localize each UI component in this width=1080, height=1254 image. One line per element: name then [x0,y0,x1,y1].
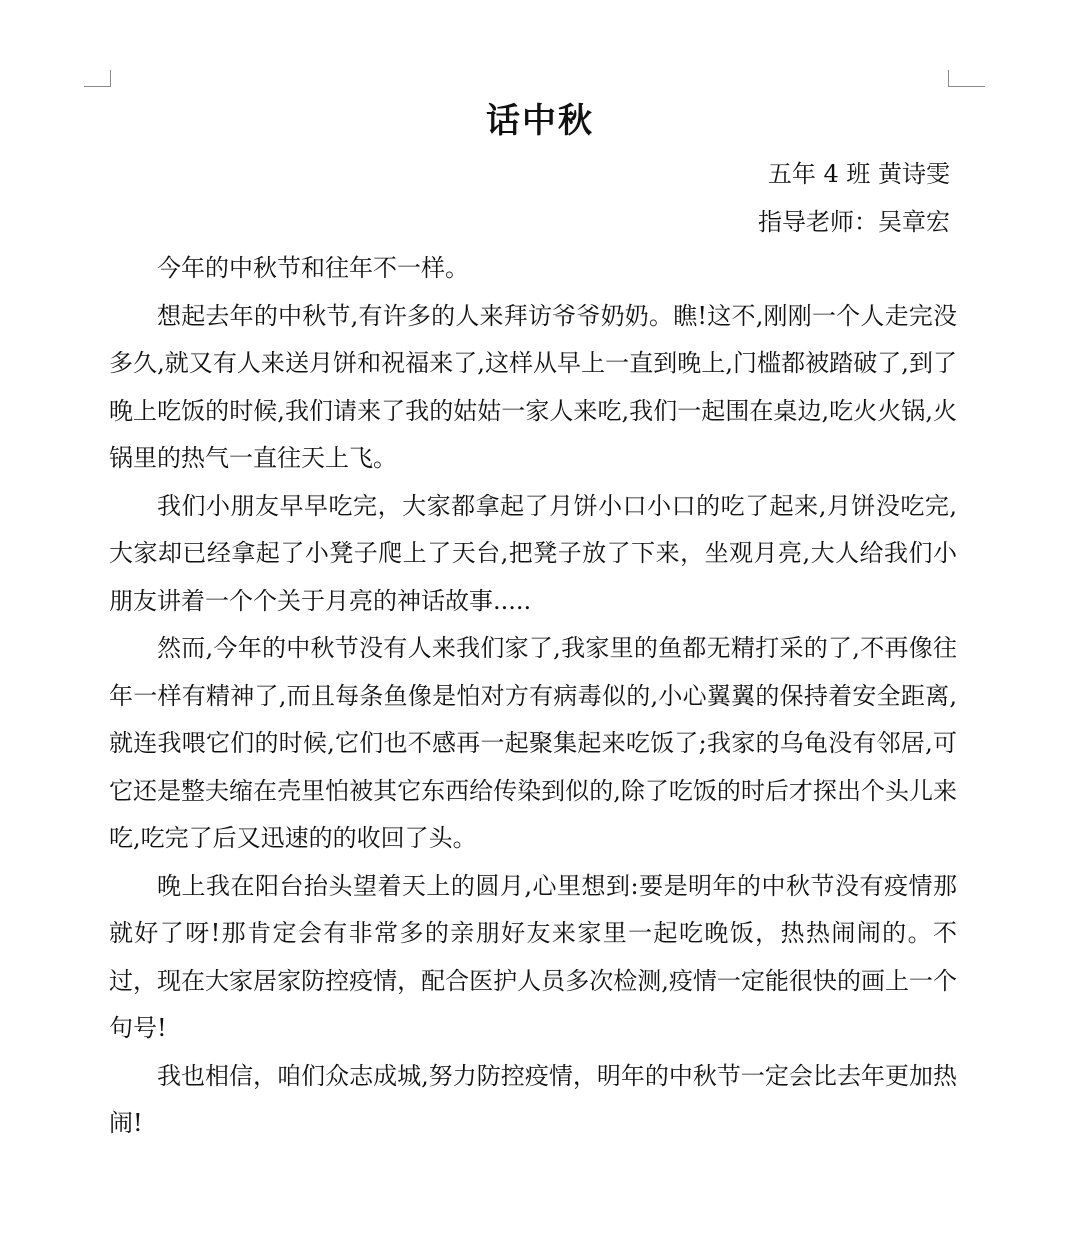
crop-mark-top-right [948,70,985,87]
paragraph-1: 今年的中秋节和往年不一样。 [157,254,469,282]
crop-mark-top-left [84,70,111,87]
essay-title: 话中秋 [486,101,594,141]
author-line: 五年 4 班 黄诗雯 [767,160,950,188]
paragraph-2: 想起去年的中秋节,有许多的人来拜访爷爷奶奶。瞧!这不,刚刚一个人走完没多久,就又有人来送月饼和祝福来了,这样从早上一直到晚上,门槛都被踏破了,到了晚上吃饭的时候,我们请来了我的姑姑一家人来吃,我们一起围在桌边,吃火火锅,火锅里的热气一直往天上飞。 [109,301,957,472]
paragraph-6: 我也相信，咱们众志成城,努力防控疫情，明年的中秋节一定会比去年更加热闹! [109,1061,957,1137]
paragraph-5: 晚上我在阳台抬头望着天上的圆月,心里想到:要是明年的中秋节没有疫情那就好了呀!那肯定会有非常多的亲朋好友来家里一起吃晚饭，热热闹闹的。不过，现在大家居家防控疫情，配合医护人员多次检测,疫情一定能很快的画上一个句号! [109,871,957,1042]
essay-body [109,245,957,1148]
paragraph-4: 然而,今年的中秋节没有人来我们家了,我家里的鱼都无精打采的了,不再像往年一样有精神了,而且每条鱼像是怕对方有病毒似的,小心翼翼的保持着安全距离,就连我喂它们的时候,它们也不感再一起聚集起来吃饭了;我家的乌龟没有邻居,可它还是整夫缩在壳里怕被其它东西给传染到似的,除了吃饭的时后才探出个头儿来吃,吃完了后又迅速的的收回了头。 [109,634,957,852]
paragraph-3: 我们小朋友早早吃完，大家都拿起了月饼小口小口的吃了起来,月饼没吃完,大家却已经拿起了小凳子爬上了天台,把凳子放了下来，坐观月亮,大人给我们小朋友讲着一个个关于月亮的神话故事..... [109,491,957,615]
teacher-line: 指导老师：吴章宏 [758,208,950,236]
